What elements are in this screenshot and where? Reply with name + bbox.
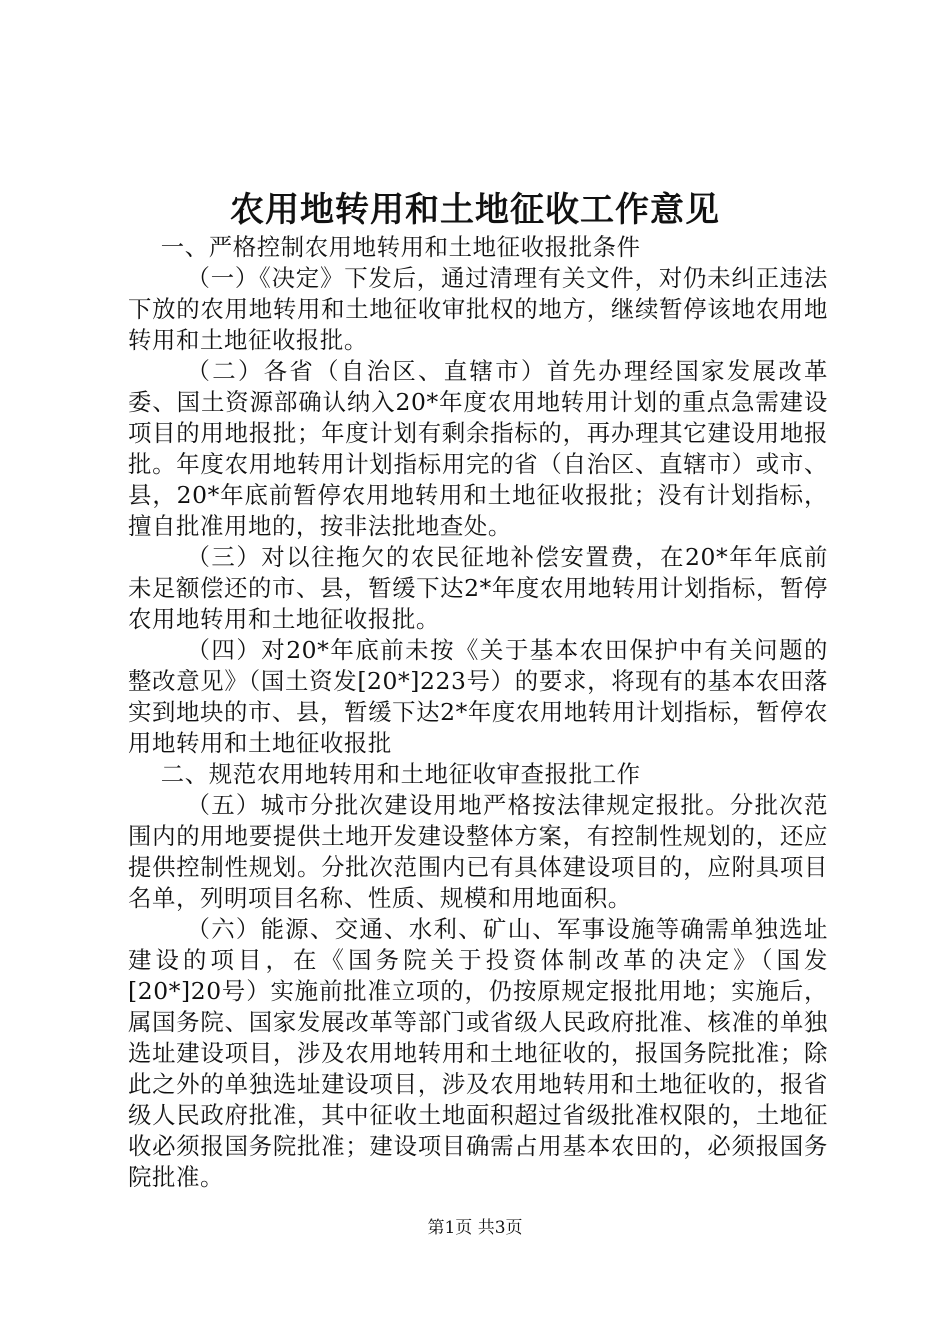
paragraph-item-6: （六）能源、交通、水利、矿山、军事设施等确需单独选址建设的项目，在《国务院关于投资体制改革的决定》（国发[20*]20号）实施前批准立项的，仍按原规定报批用地；实施后，属国务院、国家发展改革等部门或省级人民政府批准、核准的单独选址建设项目，涉及农用地转用和土地征收的，报国务院批准；除此之外的单独选址建设项目，涉及农用地转用和土地征收的，报省级人民政府批准，其中征收土地面积超过省级批准权限的，土地征收必须报国务院批准；建设项目确需占用基本农田的，必须报国务院批准。	[128, 915, 828, 1191]
section-heading-2: 二、规范农用地转用和土地征收审查报批工作	[160, 760, 641, 788]
section-heading-1: 一、严格控制农用地转用和土地征收报批条件	[160, 233, 641, 261]
document-title: 农用地转用和土地征收工作意见	[230, 190, 720, 230]
document-body	[128, 232, 828, 1193]
paragraph-item-3: （三）对以往拖欠的农民征地补偿安置费，在20*年年底前未足额偿还的市、县，暂缓下达2*年度农用地转用计划指标，暂停农用地转用和土地征收报批。	[128, 543, 828, 633]
paragraph-item-5: （五）城市分批次建设用地严格按法律规定报批。分批次范围内的用地要提供土地开发建设整体方案，有控制性规划的，还应提供控制性规划。分批次范围内已有具体建设项目的，应附具项目名单，列明项目名称、性质、规模和用地面积。	[128, 791, 828, 912]
page-footer: 第1页 共3页	[427, 1218, 523, 1238]
paragraph-item-2: （二）各省（自治区、直辖市）首先办理经国家发展改革委、国土资源部确认纳入20*年度农用地转用计划的重点急需建设项目的用地报批；年度计划有剩余指标的，再办理其它建设用地报批。年度农用地转用计划指标用完的省（自治区、直辖市）或市、县，20*年底前暂停农用地转用和土地征收报批；没有计划指标，擅自批准用地的，按非法批地查处。	[128, 357, 828, 540]
paragraph-item-4: （四）对20*年底前未按《关于基本农田保护中有关问题的整改意见》（国土资发[20*]223号）的要求，将现有的基本农田落实到地块的市、县，暂缓下达2*年度农用地转用计划指标，暂停农用地转用和土地征收报批	[128, 636, 828, 757]
paragraph-item-1: （一）《决定》下发后，通过清理有关文件，对仍未纠正违法下放的农用地转用和土地征收审批权的地方，继续暂停该地农用地转用和土地征收报批。	[128, 264, 828, 354]
